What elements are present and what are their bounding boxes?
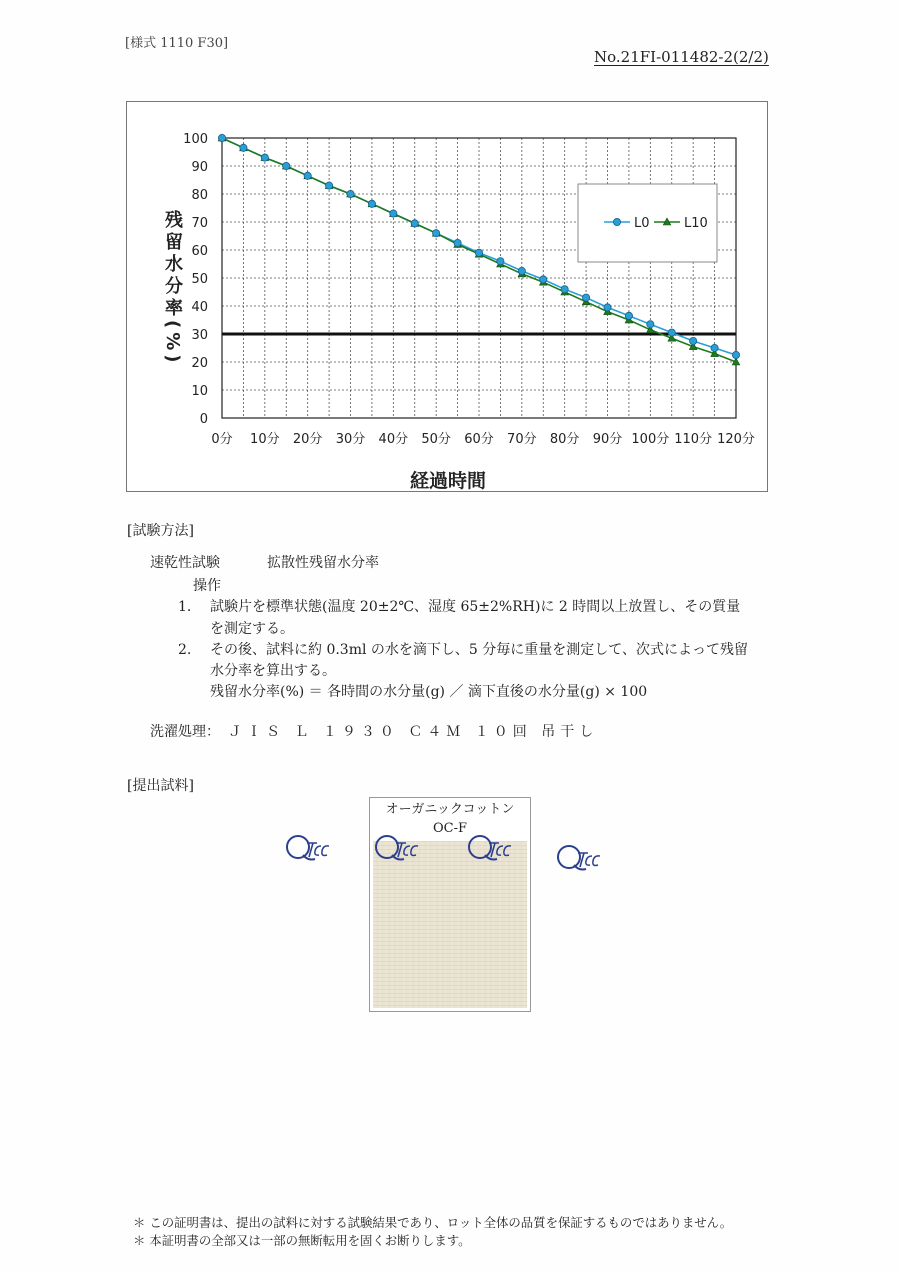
sample-heading: [提出試料] <box>127 778 194 794</box>
data-point-l0 <box>497 258 504 265</box>
y-tick-label: 20 <box>191 356 208 371</box>
seal-logo <box>555 842 603 876</box>
sample-name: オーガニックコットン <box>385 802 515 817</box>
x-tick-label: 20分 <box>292 432 323 447</box>
sample-code: OC-F <box>432 821 468 836</box>
legend-label-l10: L10 <box>684 216 708 231</box>
data-point-l0 <box>475 249 482 256</box>
data-point-l0 <box>561 286 568 293</box>
y-tick-label: 0 <box>199 412 208 427</box>
data-point-l0 <box>411 220 418 227</box>
data-point-l0 <box>604 304 611 311</box>
y-tick-label: 50 <box>191 272 208 287</box>
x-tick-label: 0分 <box>211 432 233 447</box>
x-tick-label: 30分 <box>335 432 366 447</box>
data-point-l0 <box>240 144 247 151</box>
method-heading: [試験方法] <box>127 523 194 539</box>
data-point-l0 <box>647 321 654 328</box>
data-point-l0 <box>582 294 589 301</box>
seal-logo <box>373 832 421 866</box>
step-text: その後、試料に約 0.3ml の水を滴下し、5 分毎に重量を測定して、次式によって残留 <box>210 642 748 658</box>
data-point-l0 <box>732 351 739 358</box>
data-point-l0 <box>625 312 632 319</box>
data-point-l0 <box>218 134 225 141</box>
data-point-l0 <box>433 230 440 237</box>
step-text: 試験片を標準状態(温度 20±2℃、湿度 65±2%RH)に 2 時間以上放置し、その質量 <box>210 599 741 615</box>
footer-note: ＊ 本証明書の全部又は一部の無断転用を固くお断りします。 <box>133 1233 471 1248</box>
y-tick-label: 100 <box>183 132 208 147</box>
y-tick-label: 70 <box>191 216 208 231</box>
data-point-l0 <box>261 154 268 161</box>
y-tick-label: 90 <box>191 160 208 175</box>
legend-label-l0: L0 <box>634 216 650 231</box>
data-point-l0 <box>283 162 290 169</box>
washing-label: 洗濯処理： <box>150 724 220 740</box>
step-number: 1. <box>178 599 192 615</box>
legend <box>578 184 717 262</box>
data-point-l0 <box>540 276 547 283</box>
x-tick-label: 40分 <box>378 432 409 447</box>
y-axis-title: 残留水分率(%) <box>162 210 183 367</box>
x-tick-label: 100分 <box>631 432 670 447</box>
seal-logo <box>466 832 514 866</box>
step-text: 水分率を算出する。 <box>210 663 336 679</box>
sample-card <box>369 797 531 1012</box>
x-tick-label: 110分 <box>674 432 713 447</box>
data-point-l0 <box>613 218 620 225</box>
data-point-l0 <box>518 267 525 274</box>
test-name: 速乾性試験 <box>150 555 220 571</box>
data-point-l0 <box>325 182 332 189</box>
data-point-l0 <box>347 190 354 197</box>
residual-moisture-chart <box>126 101 768 492</box>
y-tick-label: 10 <box>191 384 208 399</box>
fabric-swatch <box>373 841 527 1008</box>
data-point-l0 <box>668 329 675 336</box>
y-tick-label: 40 <box>191 300 208 315</box>
data-point-l0 <box>304 172 311 179</box>
form-code: [様式 1110 F30] <box>125 36 229 51</box>
x-tick-label: 60分 <box>464 432 494 447</box>
y-tick-label: 30 <box>191 328 208 343</box>
test-item: 拡散性残留水分率 <box>267 555 379 571</box>
data-point-l0 <box>711 344 718 351</box>
data-point-l0 <box>368 200 375 207</box>
step-number: 2. <box>178 642 192 658</box>
washing-value: ＪＩＳ Ｌ １９３０ Ｃ４Ｍ １０回 吊干し <box>228 724 599 740</box>
procedure-label: 操作 <box>193 578 221 594</box>
data-point-l0 <box>454 239 461 246</box>
footer-note: ＊ この証明書は、提出の試料に対する試験結果であり、ロット全体の品質を保証するものではありません。 <box>133 1215 733 1230</box>
seal-logo <box>284 832 332 866</box>
x-tick-label: 70分 <box>507 432 537 447</box>
data-point-l0 <box>390 210 397 217</box>
x-tick-label: 90分 <box>592 432 623 447</box>
step-text: を測定する。 <box>210 621 294 637</box>
y-tick-label: 60 <box>191 244 208 259</box>
formula: 残留水分率(%) ＝ 各時間の水分量(g) ／ 滴下直後の水分量(g) × 100 <box>210 684 648 700</box>
x-tick-label: 10分 <box>250 432 280 447</box>
x-axis-title: 経過時間 <box>409 470 486 492</box>
y-tick-label: 80 <box>191 188 208 203</box>
x-tick-label: 50分 <box>421 432 451 447</box>
report-number: No.21FI-011482-2(2/2) <box>594 48 769 66</box>
x-tick-label: 80分 <box>549 432 580 447</box>
x-tick-label: 120分 <box>717 432 755 447</box>
data-point-l0 <box>690 337 697 344</box>
